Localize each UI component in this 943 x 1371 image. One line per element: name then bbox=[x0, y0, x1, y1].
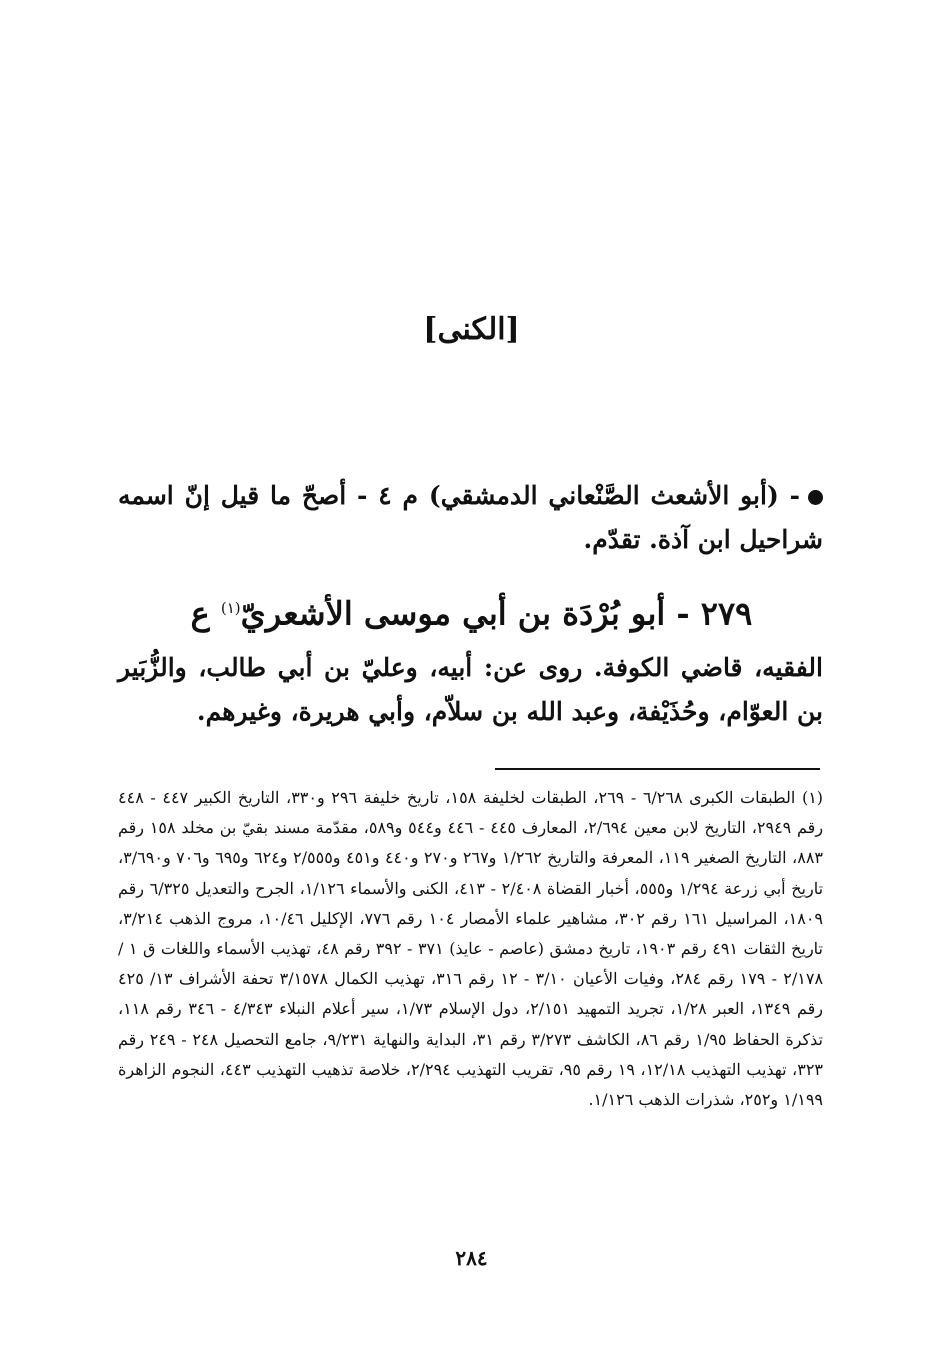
section-heading: [الكنى] bbox=[423, 312, 520, 347]
footnote bbox=[118, 783, 823, 1115]
bullet-icon bbox=[808, 490, 823, 505]
footnote-text: الطبقات الكبرى ٦/٢٦٨ - ٢٦٩، الطبقات لخليفة ١٥٨، تاريخ خليفة ٢٩٦ و٣٣٠، التاريخ الكبير ٤٤٧ - ٤٤٨ رقم ٢٩٤٩، التاريخ لابن معين ٢/٦٩٤، المعارف ٤٤٥ - ٤٤٦ و٥٤٤ و٥٨٩، مقدّمة مسند بقيّ بن مخلد ١٥٨ رقم ٨٨٣، التاريخ الصغير ١١٩، المعرفة والتاريخ ١/٢٦٢ و٢٦٧ و٢٧٠ و٤٤٠ و٤٥١ و٢/٥٥٥ و٦٢٤ و٦٩٥ و٧٠٦ و٣/٦٩٠، تاريخ أبي زرعة ١/٢٩٤ و٥٥٥، أخبار القضاة ٢/٤٠٨ - ٤١٣، الكنى والأسماء ١/١٢٦، الجرح والتعديل ٦/٣٢٥ رقم ١٨٠٩، المراسيل ١٦١ رقم ٣٠٢، مشاهير علماء الأمصار ١٠٤ رقم ٧٧٦، الإكليل ١٠/٤٦، مروج الذهب ٣/٢١٤، تاريخ الثقات ٤٩١ رقم ١٩٠٣، تاريخ دمشق (عاصم - عايذ) ٣٧١ - ٣٩٢ رقم ٤٨، تهذيب الأسماء واللغات ق ١ / ٢/١٧٨ - ١٧٩ رقم ٢٨٤، وفيات الأعيان ٣/١٠ - ١٢ رقم ٣١٦، تهذيب الكمال ٣/١٥٧٨ تحفة الأشراف ١٣/ ٤٢٥ رقم ١٣٤٩، العبر ١/٢٨، تجريد التمهيد ٢/١٥١، دول الإسلام ١/٧٣، سير أعلام النبلاء ٤/٣٤٣ - ٣٤٦ رقم ١١٨، تذكرة الحفاظ ١/٩٥ رقم ٨٦، الكاشف ٣/٢٧٣ رقم ٣١، البداية والنهاية ٩/٢٣١، جامع التحصيل ٢٤٨ - ٢٤٩ رقم ٣٢٣، تهذيب التهذيب ١٢/١٨، ١٩ رقم ٩٥، تقريب التهذيب ٢/٢٩٤، خلاصة تذهيب التهذيب ٤٤٣، النجوم الزاهرة ١/١٩٩ و٢٥٢، شذرات الذهب ١/١٢٦. bbox=[118, 788, 824, 1110]
footnote-number: (١) bbox=[801, 788, 824, 807]
entry-heading-suffix: ع bbox=[190, 594, 221, 633]
page-number: ٢٨٤ bbox=[455, 1246, 488, 1270]
footnote-reference: (١) bbox=[220, 599, 241, 617]
cross-reference-text: - (أبو الأشعث الصَّنْعاني الدمشقي) م ٤ - أصحّ ما قيل إنّ اسمه شراحيل ابن آذة. تقدّم. bbox=[118, 481, 823, 554]
entry-heading bbox=[0, 582, 943, 640]
footnote-divider bbox=[495, 768, 820, 770]
entry-title: ٢٧٩ - أبو بُرْدَة بن أبي موسى الأشعريّ bbox=[240, 594, 753, 633]
cross-reference-paragraph bbox=[118, 474, 823, 562]
entry-body: الفقيه، قاضي الكوفة. روى عن: أبيه، وعليّ بن أبي طالب، والزُّبَير بن العوّام، وحُذَيْفة، وعبد الله بن سلاّم، وأبي هريرة، وغيرهم. bbox=[118, 653, 823, 726]
